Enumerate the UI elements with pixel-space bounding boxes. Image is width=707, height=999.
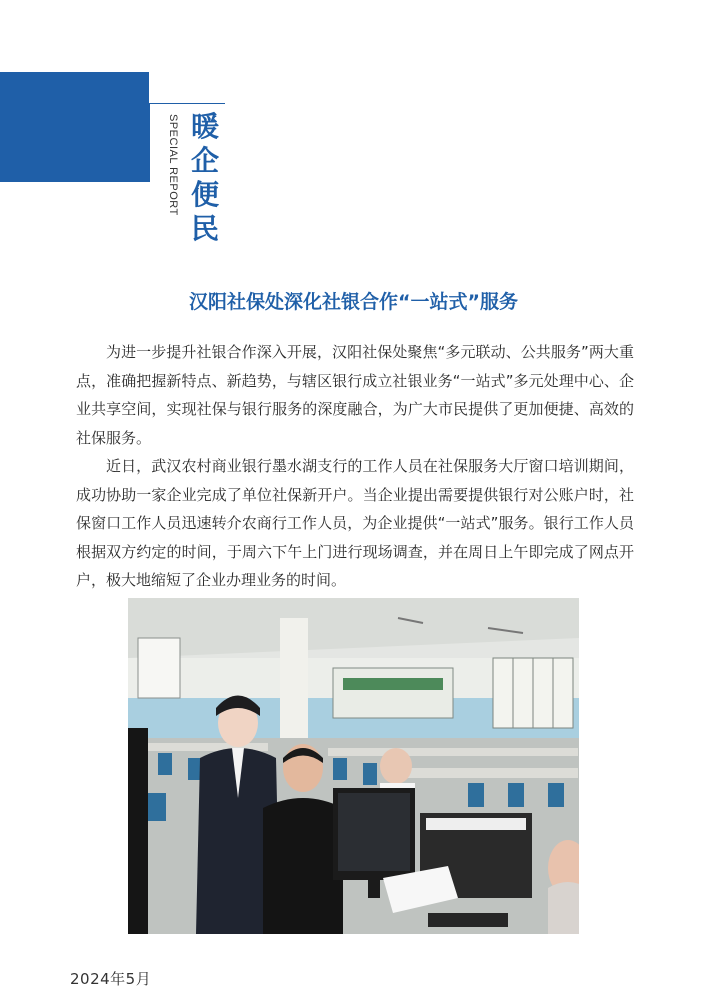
article-paragraph: 为进一步提升社银合作深入开展，汉阳社保处聚焦“多元联动、公共服务”两大重点，准确把握新特点、新趋势，与辖区银行成立社银业务“一站式”多元处理中心、企业共享空间，实现社保与银行服务的深度融合，为广大市民提供了更加便捷、高效的社保服务。 [76,343,634,447]
issue-date: 2024年5月 [70,970,152,988]
section-subtitle: SPECIAL REPORT [167,114,179,216]
article-photo [128,598,579,934]
header-color-block [0,72,149,182]
article-paragraph: 近日，武汉农村商业银行墨水湖支行的工作人员在社保服务大厅窗口培训期间，成功协助一家企业完成了单位社保新开户。当企业提出需要提供银行对公账户时，社保窗口工作人员迅速转介农商行工作人员，为企业提供“一站式”服务。银行工作人员根据双方约定的时间，于周六下午上门进行现场调查，并在周日上午即完成了网点开户，极大地缩短了企业办理业务的时间。 [76,457,634,589]
section-title: 暖企便民 [190,110,219,245]
header-divider-line [149,103,225,104]
article-body [76,338,634,595]
header-vertical-line [149,103,150,182]
article-title: 汉阳社保处深化社银合作“一站式”服务 [189,291,518,313]
